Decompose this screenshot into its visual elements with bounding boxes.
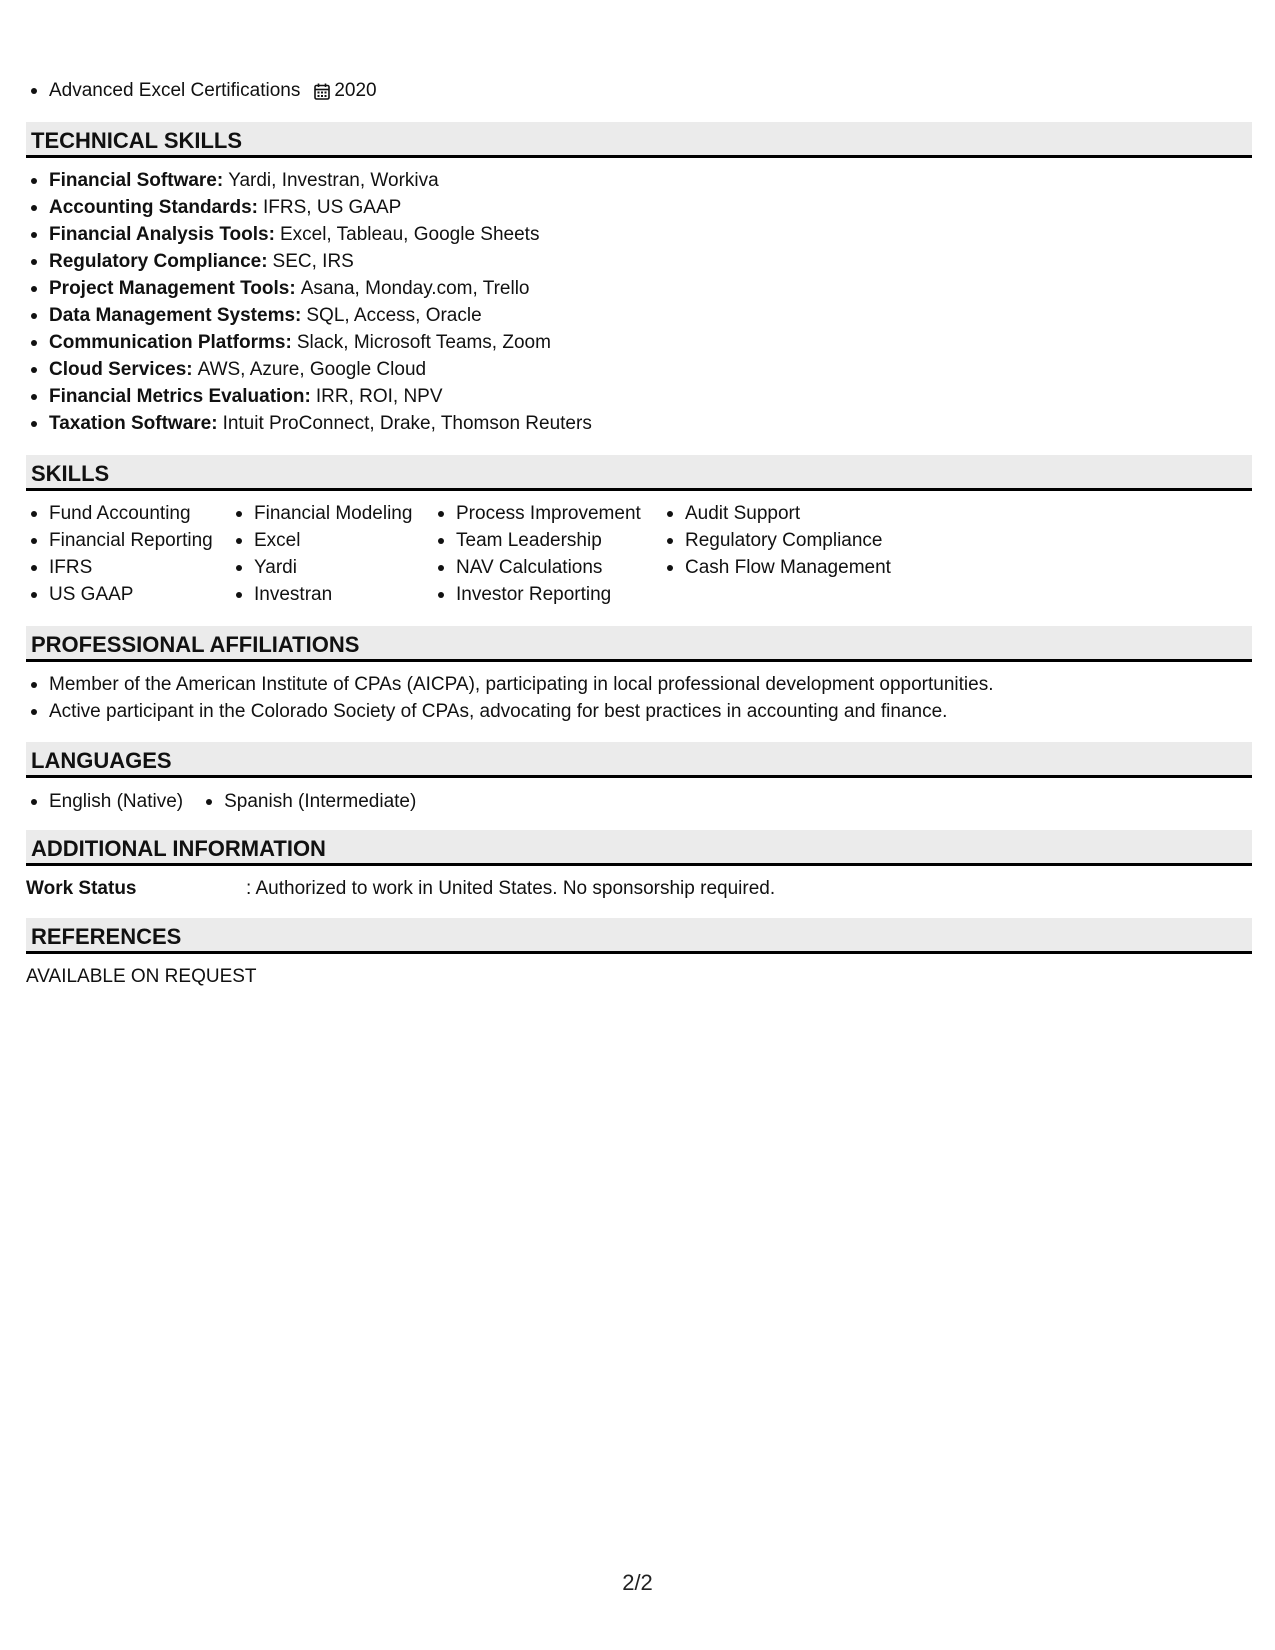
technical-skill-value: Yardi, Investran, Workiva: [228, 169, 439, 191]
bullet: [438, 565, 444, 571]
technical-skills-list: [26, 167, 592, 437]
section-title: REFERENCES: [31, 924, 182, 949]
technical-skill-label: Financial Software:: [49, 169, 224, 191]
technical-skill-value: IRR, ROI, NPV: [315, 385, 443, 407]
technical-skill-value: Intuit ProConnect, Drake, Thomson Reuters: [222, 412, 592, 434]
section-header-references: [26, 918, 1252, 954]
skill-item: [231, 527, 433, 554]
technical-skill-item: [26, 194, 592, 221]
bullet: [31, 286, 37, 292]
section-title: PROFESSIONAL AFFILIATIONS: [31, 632, 360, 657]
technical-skill-label: Accounting Standards:: [49, 196, 259, 218]
affiliation-item: [26, 671, 993, 698]
skill-label: Team Leadership: [456, 529, 602, 551]
bullet: [236, 511, 242, 517]
technical-skill-item: [26, 329, 592, 356]
skill-label: Fund Accounting: [49, 502, 191, 524]
technical-skill-label: Communication Platforms:: [49, 331, 292, 353]
work-status-label: Work Status: [26, 878, 137, 899]
skill-item: [26, 527, 231, 554]
calendar-icon: [314, 83, 330, 100]
language-item: [26, 791, 183, 813]
page-number: 2/2: [622, 1570, 653, 1595]
technical-skill-item: [26, 356, 592, 383]
skill-label: Yardi: [254, 556, 297, 578]
bullet: [206, 799, 212, 805]
bullet: [31, 259, 37, 265]
skills-columns: [26, 500, 892, 608]
section-header-professional-affiliations: [26, 626, 1252, 662]
affiliation-item: [26, 698, 993, 725]
skill-label: Audit Support: [685, 502, 801, 524]
section-header-languages: [26, 742, 1252, 778]
technical-skill-value: Asana, Monday.com, Trello: [300, 277, 530, 299]
skill-label: NAV Calculations: [456, 556, 603, 578]
bullet: [31, 367, 37, 373]
skills-column: [662, 500, 892, 608]
skill-item: [662, 527, 892, 554]
section-title: SKILLS: [31, 461, 110, 486]
technical-skill-value: IFRS, US GAAP: [263, 196, 402, 218]
skill-item: [433, 554, 662, 581]
skill-item: [231, 581, 433, 608]
bullet: [667, 565, 673, 571]
bullet: [31, 421, 37, 427]
skill-label: Investran: [254, 583, 333, 605]
language-item: [201, 791, 416, 813]
skill-label: Process Improvement: [456, 502, 641, 524]
technical-skill-item: [26, 248, 592, 275]
affiliations-list: [26, 671, 993, 725]
affiliation-text: Active participant in the Colorado Society of CPAs, advocating for best practices in accounting and finance.: [49, 700, 948, 722]
technical-skill-item: [26, 383, 592, 410]
skill-item: [26, 581, 231, 608]
skill-label: Financial Reporting: [49, 529, 213, 551]
technical-skill-item: [26, 302, 592, 329]
technical-skill-label: Regulatory Compliance:: [49, 250, 268, 272]
technical-skill-label: Data Management Systems:: [49, 304, 302, 326]
technical-skill-label: Cloud Services:: [49, 358, 193, 380]
technical-skill-label: Project Management Tools:: [49, 277, 296, 299]
references-text: AVAILABLE ON REQUEST: [26, 966, 257, 987]
technical-skill-value: Slack, Microsoft Teams, Zoom: [296, 331, 551, 353]
bullet: [31, 88, 37, 94]
bullet: [31, 565, 37, 571]
section-title: ADDITIONAL INFORMATION: [31, 836, 326, 861]
bullet: [31, 205, 37, 211]
section-title: TECHNICAL SKILLS: [31, 128, 243, 153]
languages-list: [26, 788, 434, 815]
section-header-technical-skills: [26, 122, 1252, 158]
language-label: Spanish (Intermediate): [224, 790, 417, 812]
bullet: [438, 538, 444, 544]
skill-item: [662, 500, 892, 527]
skill-label: Investor Reporting: [456, 583, 612, 605]
bullet: [31, 178, 37, 184]
bullet: [236, 565, 242, 571]
skill-item: [231, 554, 433, 581]
certification-year: 2020: [334, 80, 377, 101]
skill-item: [26, 500, 231, 527]
bullet: [31, 313, 37, 319]
affiliation-text: Member of the American Institute of CPAs (AICPA), participating in local professional development opportunities.: [49, 673, 994, 695]
skill-label: Cash Flow Management: [685, 556, 891, 578]
skill-label: IFRS: [49, 556, 93, 578]
skill-label: Regulatory Compliance: [685, 529, 883, 551]
skills-column: [231, 500, 433, 608]
work-status-row: [26, 878, 775, 900]
certification-name: Advanced Excel Certifications: [49, 80, 301, 101]
skill-label: US GAAP: [49, 583, 134, 605]
bullet: [438, 592, 444, 598]
section-title: LANGUAGES: [31, 748, 172, 773]
skill-item: [433, 581, 662, 608]
bullet: [31, 799, 37, 805]
language-label: English (Native): [49, 790, 184, 812]
skill-label: Excel: [254, 529, 301, 551]
bullet: [31, 340, 37, 346]
skill-item: [26, 554, 231, 581]
section-header-skills: [26, 455, 1252, 491]
bullet: [236, 538, 242, 544]
bullet: [438, 511, 444, 517]
bullet: [31, 709, 37, 715]
skill-item: [433, 527, 662, 554]
bullet: [31, 592, 37, 598]
skills-column: [433, 500, 662, 608]
bullet: [31, 394, 37, 400]
bullet: [31, 511, 37, 517]
skill-label: Financial Modeling: [254, 502, 413, 524]
technical-skill-item: [26, 410, 592, 437]
technical-skill-value: SEC, IRS: [272, 250, 354, 272]
technical-skill-item: [26, 167, 592, 194]
technical-skill-value: AWS, Azure, Google Cloud: [197, 358, 427, 380]
technical-skill-item: [26, 275, 592, 302]
skills-column: [26, 500, 231, 608]
technical-skill-label: Financial Analysis Tools:: [49, 223, 275, 245]
section-header-additional-information: [26, 830, 1252, 866]
technical-skill-label: Taxation Software:: [49, 412, 218, 434]
bullet: [31, 682, 37, 688]
skill-item: [662, 554, 892, 581]
skill-item: [231, 500, 433, 527]
technical-skill-value: Excel, Tableau, Google Sheets: [279, 223, 540, 245]
certification-item: [26, 80, 377, 102]
technical-skill-value: SQL, Access, Oracle: [306, 304, 482, 326]
work-status-value: : Authorized to work in United States. No sponsorship required.: [246, 878, 776, 899]
skill-item: [433, 500, 662, 527]
bullet: [667, 511, 673, 517]
bullet: [31, 232, 37, 238]
bullet: [236, 592, 242, 598]
bullet: [667, 538, 673, 544]
bullet: [31, 538, 37, 544]
technical-skill-label: Financial Metrics Evaluation:: [49, 385, 311, 407]
technical-skill-item: [26, 221, 592, 248]
